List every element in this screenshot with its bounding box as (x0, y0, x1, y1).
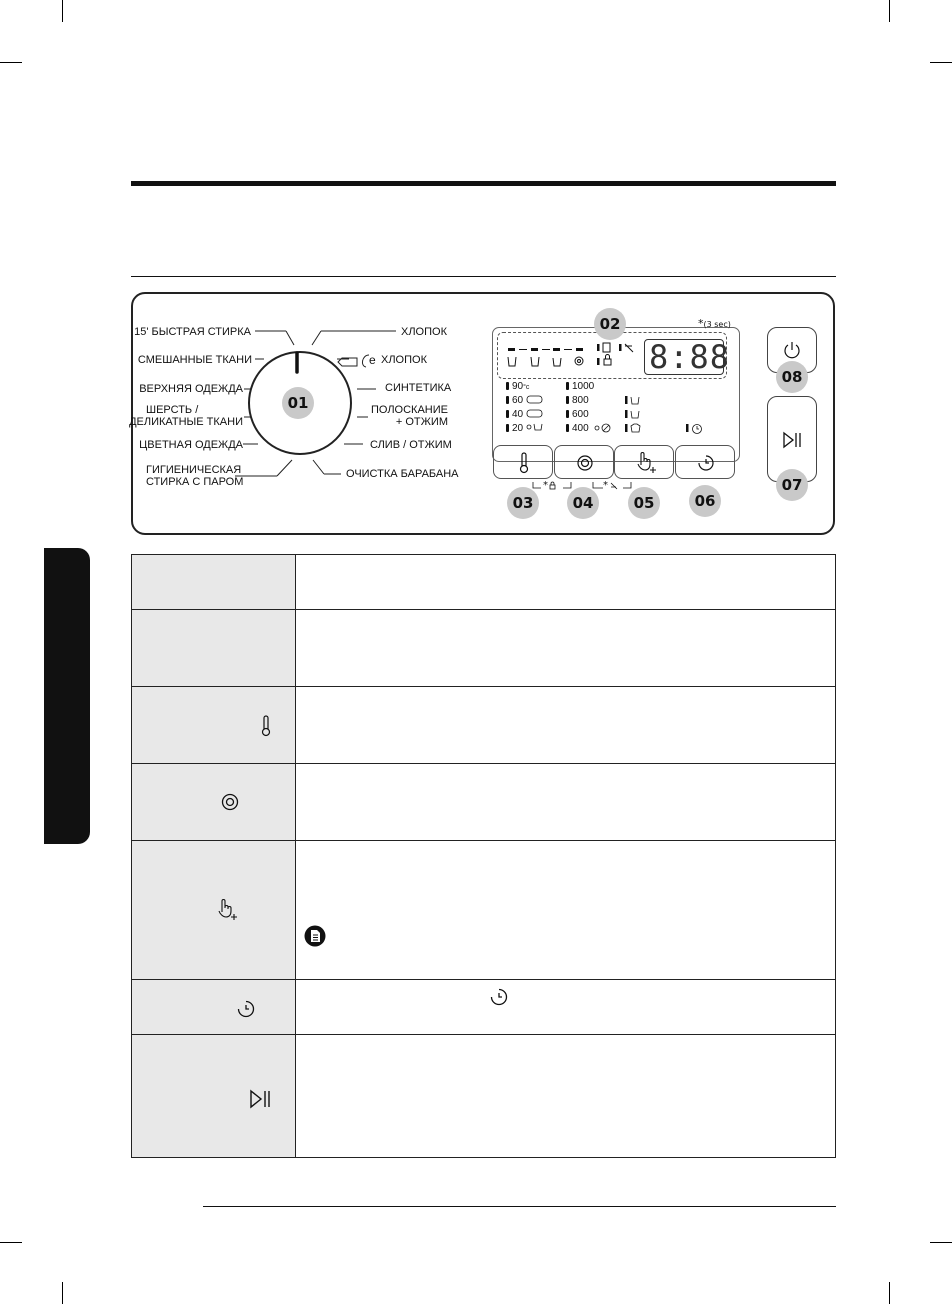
program-label: ПОЛОСКАНИЕ (371, 404, 448, 416)
table-desc-cell (296, 764, 836, 841)
table-row (132, 980, 836, 1035)
eco-temp-icons (525, 394, 551, 434)
table-row (132, 687, 836, 764)
table-row (132, 555, 836, 610)
program-label: ХЛОПОК (401, 326, 447, 338)
table-desc-cell (296, 1035, 836, 1158)
temp-option: 20 (506, 423, 523, 434)
temp-option: 90°c (506, 381, 529, 393)
wash-option-icons (625, 394, 645, 436)
play-pause-icon (249, 1089, 273, 1109)
delay-timer-icon (489, 987, 509, 1007)
table-row (132, 610, 836, 687)
table-label-cell (132, 764, 296, 841)
thermometer-icon (518, 452, 530, 474)
spin-option: 1000 (566, 381, 594, 392)
table-label-cell (132, 1035, 296, 1158)
crop-mark (889, 1282, 890, 1304)
table-row (132, 841, 836, 980)
program-label: ХЛОПОК (381, 354, 427, 366)
program-label: + ОТЖИМ (395, 416, 448, 428)
crop-mark (889, 0, 890, 22)
badge-03: 03 (507, 487, 539, 519)
crop-mark (0, 62, 22, 63)
badge-05: 05 (628, 487, 660, 519)
badge-06: 06 (689, 485, 721, 517)
program-label: ВЕРХНЯЯ ОДЕЖДА (139, 383, 243, 395)
thermometer-icon (260, 715, 272, 737)
controls-table (131, 554, 836, 1158)
combo-asterisk: * (603, 480, 608, 491)
delay-timer-icon (236, 999, 256, 1019)
options-button[interactable] (614, 445, 674, 479)
program-label: СИНТЕТИКА (385, 382, 452, 394)
header-rule (131, 181, 836, 186)
table-desc-cell (296, 841, 836, 980)
hand-plus-icon (635, 451, 657, 475)
table-label-cell (132, 610, 296, 687)
table-label-cell (132, 687, 296, 764)
crop-mark (0, 1242, 22, 1243)
table-desc-cell (296, 555, 836, 610)
crop-mark (62, 1282, 63, 1304)
delay-timer-icon (696, 453, 716, 473)
program-label: ШЕРСТЬ / (146, 404, 199, 416)
badge-02: 02 (594, 308, 626, 340)
note-icon (304, 925, 326, 947)
three-sec-note: *(3 sec) (698, 317, 731, 330)
hand-plus-icon (216, 898, 238, 922)
table-desc-cell (296, 687, 836, 764)
spin-option: 800 (566, 395, 589, 406)
cycle-progress-icons (505, 345, 595, 369)
program-label: ОЧИСТКА БАРАБАНА (346, 468, 459, 480)
spiral-icon (220, 792, 240, 812)
eco-prefix: e (369, 353, 376, 367)
spiral-icon (575, 453, 595, 473)
program-label: СМЕШАННЫЕ ТКАНИ (137, 354, 252, 366)
spin-option: 600 (566, 409, 589, 420)
program-label: ГИГИЕНИЧЕСКАЯ (146, 464, 242, 476)
crop-mark (930, 62, 952, 63)
play-pause-icon (782, 431, 804, 449)
table-label-cell (132, 980, 296, 1035)
temp-option: 60 (506, 395, 523, 406)
lock-and-mute-indicators (597, 342, 637, 370)
crop-mark (62, 0, 63, 22)
badge-04: 04 (567, 487, 599, 519)
table-label-cell (132, 555, 296, 610)
temp-option: 40 (506, 409, 523, 420)
badge-07: 07 (776, 469, 808, 501)
combo-asterisk: * (543, 480, 548, 491)
spin-button[interactable] (554, 445, 614, 479)
program-label: ЦВЕТНАЯ ОДЕЖДА (139, 439, 243, 451)
chapter-side-tab (44, 548, 90, 844)
power-icon (782, 340, 802, 360)
badge-01: 01 (282, 387, 314, 419)
program-label: 15' БЫСТРАЯ СТИРКА (134, 326, 251, 338)
badge-08: 08 (776, 361, 808, 393)
table-row (132, 764, 836, 841)
no-spin-icon (594, 422, 614, 434)
program-label: СТИРКА С ПАРОМ (146, 476, 244, 488)
table-desc-cell (296, 980, 836, 1035)
table-row (132, 1035, 836, 1158)
delay-end-button[interactable] (675, 445, 735, 479)
footer-rule (203, 1206, 836, 1207)
program-label: ДЕЛИКАТНЫЕ ТКАНИ (129, 416, 243, 428)
table-desc-cell (296, 610, 836, 687)
table-label-cell (132, 841, 296, 980)
spin-option: 400 (566, 423, 589, 434)
crop-mark (930, 1242, 952, 1243)
section-rule (131, 276, 836, 277)
delay-indicator (686, 423, 708, 435)
time-display: 8:88 (649, 338, 731, 376)
program-label: СЛИВ / ОТЖИМ (370, 439, 452, 451)
temperature-button[interactable] (493, 445, 553, 479)
